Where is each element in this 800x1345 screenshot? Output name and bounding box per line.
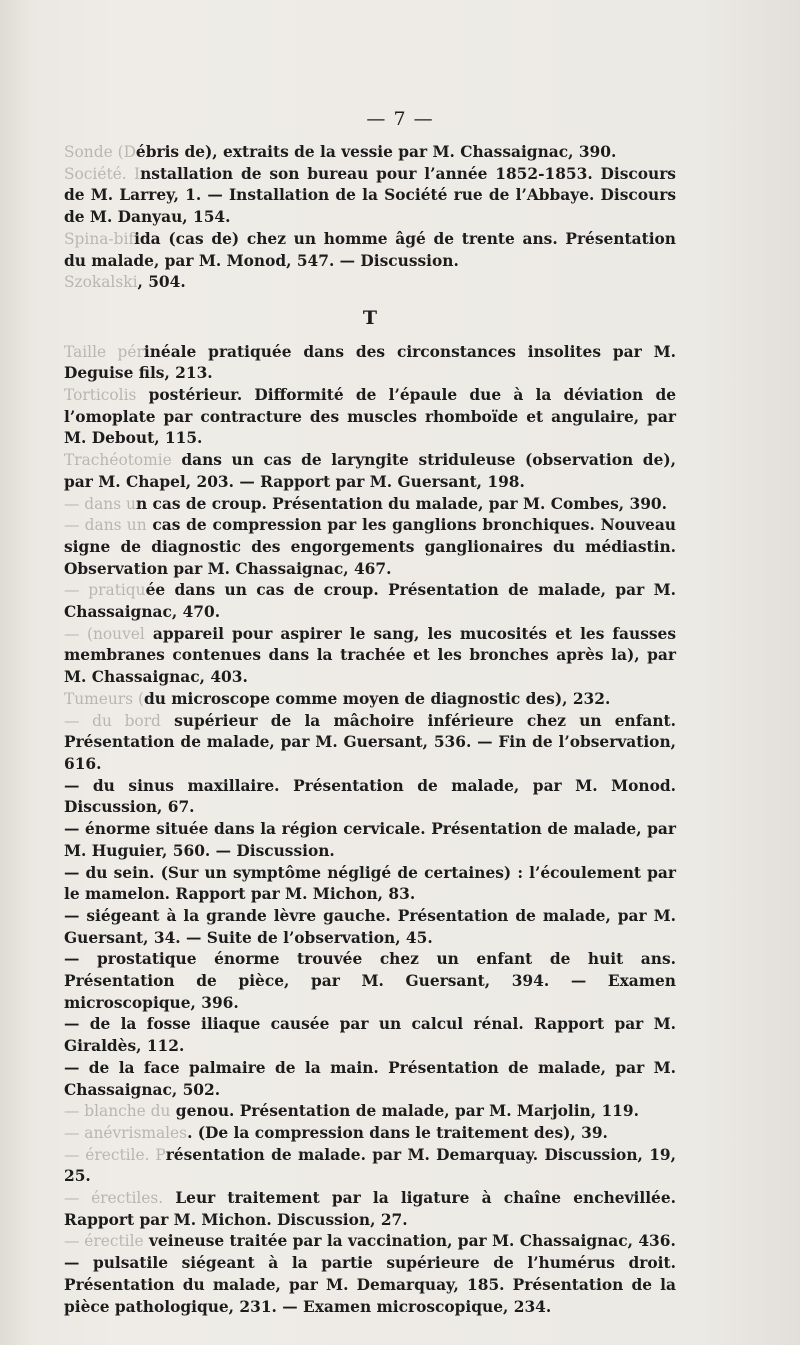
page-number: — 7 — — [366, 108, 434, 130]
entry-head: — érectile — [64, 1232, 144, 1251]
index-entry — [64, 624, 676, 689]
index-content — [64, 142, 676, 1318]
index-entry — [64, 385, 676, 450]
index-entry — [64, 450, 676, 493]
entry-head: — dans un — [64, 516, 147, 535]
index-entry — [64, 1058, 676, 1101]
entry-text: . (De la compression dans le traitement des), 39. — [187, 1123, 608, 1142]
index-entry — [64, 906, 676, 949]
index-entry — [64, 819, 676, 862]
entry-head: Tumeurs ( — [64, 689, 144, 708]
entry-text: nstallation de son bureau pour l’année 1852-1853. Discours de M. Larrey, 1. — Installation de la Société rue de l’Abbaye. Discours de M. Danyau, 154. — [64, 164, 676, 227]
entry-head: — pratiqu — [64, 581, 146, 600]
entry-text: ée dans un cas de croup. Présentation de malade, par M. Chassaignac, 470. — [64, 581, 677, 622]
index-entry — [64, 494, 676, 516]
entry-head: — blanche du — [64, 1102, 171, 1121]
entry-head: — érectile. P — [64, 1145, 166, 1164]
entry-head: — dans u — [64, 494, 136, 513]
entry-text: n cas de croup. Présentation du malade, par M. Combes, 390. — [135, 494, 667, 513]
entry-head: — anévrismales — [64, 1123, 188, 1142]
index-entry — [64, 164, 676, 229]
index-entry — [64, 515, 676, 580]
index-entry — [64, 1231, 676, 1253]
entry-text: Leur traitement par la ligature à chaîne enchevillée. Rapport par M. Michon. Discussion, 27. — [64, 1189, 676, 1229]
index-entry — [64, 1101, 676, 1123]
entry-head: Szokalski — [64, 273, 138, 292]
s-section — [64, 142, 676, 294]
entry-head: Torticolis — [64, 386, 137, 405]
entry-text: — siégeant à la grande lèvre gauche. Présentation de malade, par M. Guersant, 34. — Suite de l’observation, 45. — [64, 906, 676, 947]
index-entry — [64, 1123, 676, 1145]
index-entry — [64, 229, 676, 272]
entry-text: supérieur de la mâchoire inférieure chez un enfant. Présentation de malade, par M. Guersant, 536. — Fin de l’observation, 616. — [64, 711, 676, 773]
entry-text: — pulsatile siégeant à la partie supérieure de l’humérus droit. Présentation du malade, par M. Demarquay, 185. Présentation de la pièce pathologique, 231. — Examen microscopique, 234. — [64, 1254, 676, 1316]
entry-text: — énorme située dans la région cervicale. Présentation de malade, par M. Huguier, 560. — Discussion. — [64, 820, 676, 860]
entry-head: Sonde (D — [64, 143, 136, 161]
entry-head: Taille pér — [64, 342, 144, 361]
index-entry — [64, 949, 676, 1014]
entry-text: postérieur. Difformité de l’épaule due à la déviation de l’omoplate par contracture des muscles rhomboïde et angulaire, par M. Debout, 115. — [64, 386, 676, 448]
section-letter: T — [362, 306, 378, 329]
entry-text: ida (cas de) chez un homme âgé de trente ans. Présentation du malade, par M. Monod, 547. — Discussion. — [64, 229, 676, 270]
index-entry — [64, 863, 676, 906]
index-entry — [64, 142, 676, 164]
index-entry — [64, 711, 676, 776]
entry-text: ébris de), extraits de la vessie par M. Chassaignac, 390. — [135, 143, 617, 161]
entry-text: — prostatique énorme trouvée chez un enfant de huit ans. Présentation de pièce, par M. Guersant, 394. — Examen microscopique, 396. — [64, 950, 676, 1012]
index-entry — [64, 580, 676, 623]
entry-head: — érectiles. — [64, 1189, 164, 1208]
entry-text: veineuse traitée par la vaccination, par M. Chassaignac, 436. — [143, 1232, 676, 1251]
entry-text: résentation de malade. par M. Demarquay. Discussion, 19, 25. — [64, 1145, 676, 1186]
entry-text: du microscope comme moyen de diagnostic des), 232. — [143, 689, 611, 708]
entry-head: — (nouvel — [64, 624, 145, 643]
entry-text: appareil pour aspirer le sang, les mucosités et les fausses membranes contenues dans la trachée et les bronches après la), par M. Chassaignac, 403. — [64, 624, 677, 687]
entry-text: cas de compression par les ganglions bronchiques. Nouveau signe de diagnostic des engorgements ganglionaires du médiastin. Observation par M. Chassaignac, 467. — [64, 516, 676, 578]
entry-text: — du sein. (Sur un symptôme négligé de certaines) : l’écoulement par le mamelon. Rapport par M. Michon, 83. — [64, 863, 676, 904]
entry-text: inéale pratiquée dans des circonstances insolites par M. Deguise fils, 213. — [64, 342, 676, 383]
entry-text: dans un cas de laryngite striduleuse (observation de), par M. Chapel, 203. — Rapport par M. Guersant, 198. — [64, 451, 676, 491]
index-entry — [64, 1253, 676, 1318]
entry-text: — de la face palmaire de la main. Présentation de malade, par M. Chassaignac, 502. — [64, 1058, 676, 1099]
t-section — [64, 342, 676, 1319]
index-entry — [64, 1145, 676, 1188]
entry-text: , 504. — [137, 273, 186, 292]
entry-head: — du bord — [64, 711, 161, 730]
index-entry — [64, 1014, 676, 1057]
entry-text: — du sinus maxillaire. Présentation de malade, par M. Monod. Discussion, 67. — [64, 776, 676, 817]
entry-text: genou. Présentation de malade, par M. Marjolin, 119. — [170, 1102, 639, 1121]
index-entry — [64, 689, 676, 711]
index-entry — [64, 1188, 676, 1231]
index-entry — [64, 776, 676, 819]
entry-text: — de la fosse iliaque causée par un calcul rénal. Rapport par M. Giraldès, 112. — [64, 1015, 676, 1056]
entry-head: Société. I — [64, 164, 141, 183]
index-entry — [64, 272, 676, 294]
entry-head: Trachéotomie — [64, 451, 172, 470]
entry-head: Spina-bif — [64, 229, 135, 248]
index-entry — [64, 342, 676, 385]
